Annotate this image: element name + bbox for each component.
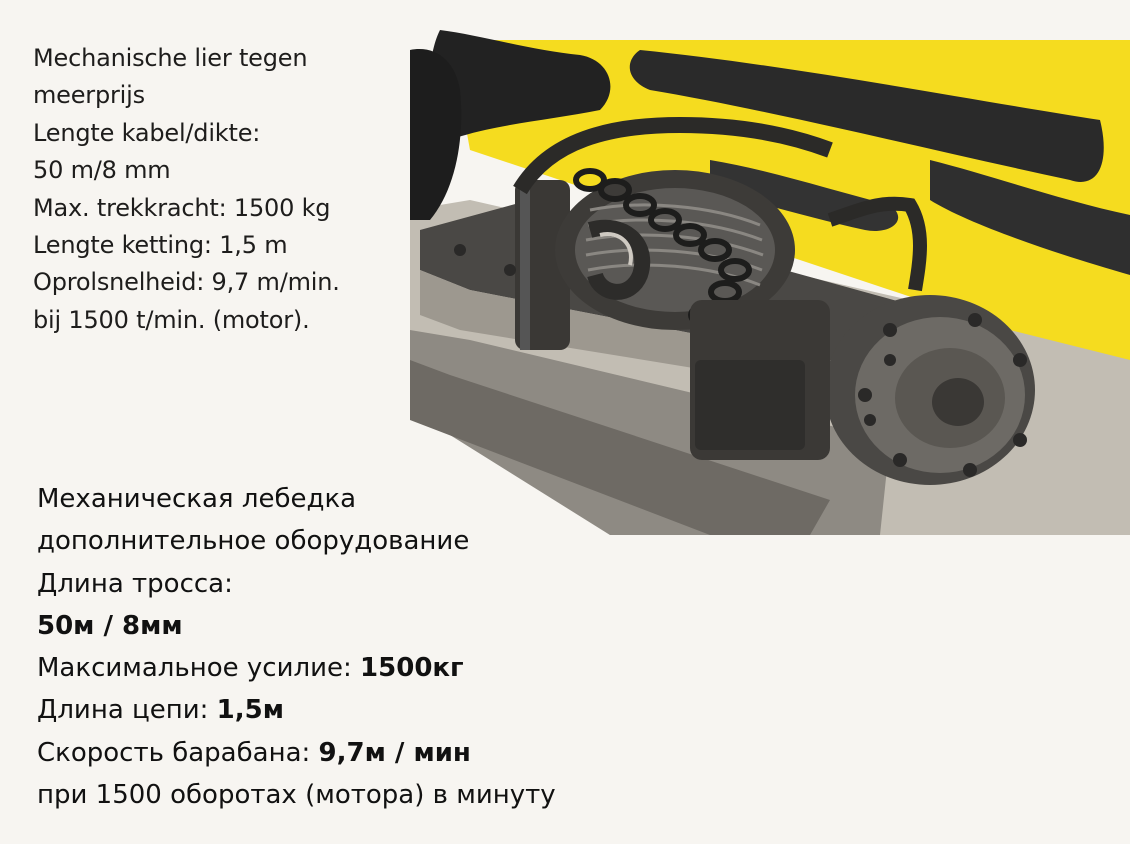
russian-line-cable-label: Длина тросса: xyxy=(37,568,233,599)
dutch-line-rpm: bij 1500 t/min. (motor). xyxy=(33,305,310,334)
dutch-line-chain-length: Lengte ketting: 1,5 m xyxy=(33,231,288,260)
russian-line-max-pull xyxy=(37,647,737,689)
russian-line-cable-value xyxy=(37,605,737,647)
cable-value: 50м / 8мм xyxy=(37,610,183,641)
max-pull-label: Максимальное усилие: xyxy=(37,653,361,684)
russian-line-rpm: при 1500 оборотах (мотора) в минуту xyxy=(37,780,556,811)
dutch-line-winding-speed: Oprolsnelheid: 9,7 m/min. xyxy=(33,268,340,297)
drum-speed-value: 9,7м / мин xyxy=(318,737,471,768)
winch-illustration xyxy=(410,30,1130,535)
dutch-line-cable-label: Lengte kabel/dikte: xyxy=(33,118,261,147)
russian-spec-text xyxy=(37,478,737,816)
dutch-line-title: Mechanische lier tegen xyxy=(33,44,308,72)
russian-line-chain-length xyxy=(37,689,737,731)
dutch-line-cable-value: 50 m/8 mm xyxy=(33,156,171,185)
russian-line-drum-speed xyxy=(37,732,737,774)
russian-line-title: Механическая лебедка xyxy=(37,484,357,514)
chain-length-value: 1,5м xyxy=(216,695,284,726)
drum-speed-label: Скорость барабана: xyxy=(37,737,319,768)
max-pull-value: 1500кг xyxy=(360,653,464,684)
chain-length-label: Длина цепи: xyxy=(37,695,217,726)
dutch-line-option: meerprijs xyxy=(33,81,145,110)
russian-line-option: дополнительное оборудование xyxy=(37,526,470,557)
dutch-spec-text xyxy=(33,40,433,339)
dutch-line-max-pull: Max. trekkracht: 1500 kg xyxy=(33,193,331,222)
